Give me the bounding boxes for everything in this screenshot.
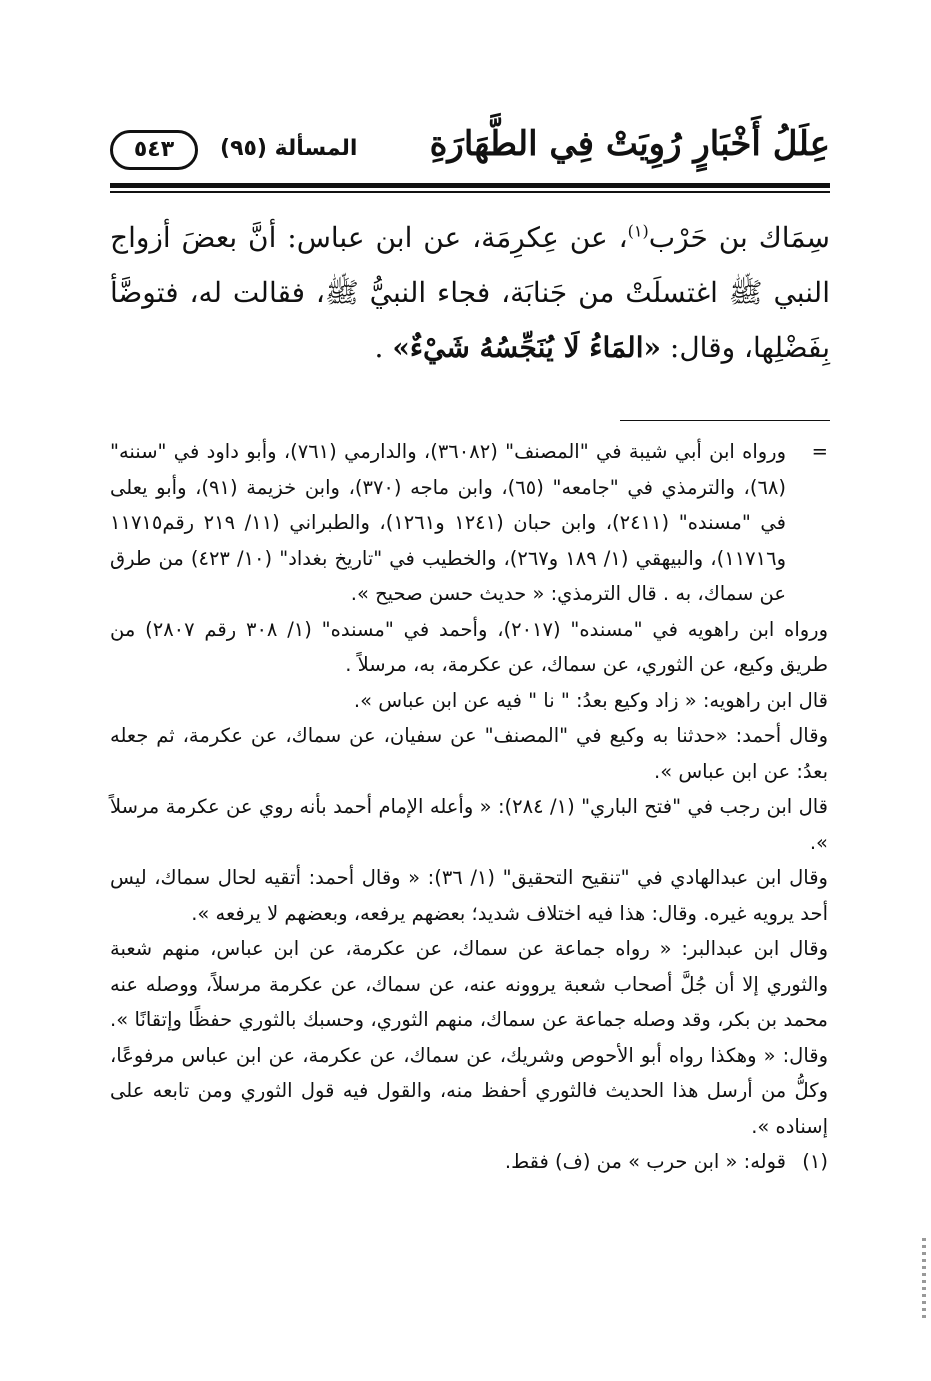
footnote-paragraph: وقال أحمد: «حدثنا به وكيع في "المصنف" عن سفيان، عن سماك، عن عكرمة، ثم جعله بعدُ: عن ابن عباس ». [110,724,828,783]
footnote-paragraph: وقال ابن عبدالبر: « رواه جماعة عن سماك، عن عكرمة، عن ابن عباس، منهم شعبة والثوري إلا أن جُلَّ أصحاب شعبة يروونه عنه، عن سماك، عن عكرمة مرسلاً، ووصله عنه محمد بن بكر، وقد وصله جماعة عن سماك، منهم الثوري، وحسبك بالثوري حفظًا وإتقانًا ». وقال: « وهكذا رواه أبو الأحوص وشريك، عن سماك، عن عكرمة، عن ابن عباس مرفوعًا، وكلُّ من أرسل هذا الحديث فالثوري أحفظ منه، والقول فيه قول الثوري ومن تابعه على إسناده ». [110,937,828,1138]
footnote-1-number: (١) [802,1150,828,1173]
footnote-1-text: قوله: « ابن حرب » من (ف) فقط. [504,1150,786,1173]
footnote-paragraph [110,434,828,612]
footnote-1 [110,1144,828,1180]
main-text-start: سِمَاك بن حَرْب [648,221,830,254]
footnote-paragraph: وقال ابن عبدالهادي في "تنقيح التحقيق" (١/ ٣٦): « وقال أحمد: أتقيه لحال سماك، ليس أحد يرويه غيره. وقال: هذا فيه اختلاف شديد؛ بعضهم يرفعه، وبعضهم لا يرفعه ». [110,866,828,925]
header-rule-thick [110,183,830,188]
scan-edge-artifact [922,1238,926,1318]
footnote-paragraph: ورواه ابن راهويه في "مسنده" (٢٠١٧)، وأحمد في "مسنده" (١/ ٣٠٨ رقم ٢٨٠٧) من طريق وكيع، عن الثوري، عن سماك، عن عكرمة، به، مرسلاً . [110,617,828,676]
footnote-paragraph-text: ورواه ابن أبي شيبة في "المصنف" (٣٦٠٨٢)، والدارمي (٧٦١)، وأبو داود في "سننه" (٦٨)، والترمذي في "جامعه" (٦٥)، وابن ماجه (٣٧٠)، وابن خزيمة (٩١)، وأبو يعلى في "مسنده" (٢٤١١)، وابن حبان (١٢٤١ و١٢٦١)، والطبراني (١١/ ٢١٩ رقم١١٧١٥ و١١٧١٦)، والبيهقي (١/ ١٨٩ و٢٦٧)، والخطيب في "تاريخ بغداد" (١٠/ ٤٢٣) من طرق عن سماك، به . قال الترمذي: « حديث حسن صحيح ». [110,440,787,605]
footnotes-section [110,434,828,1180]
main-text-body: ، عن عِكرِمَة، عن ابن عباس: أنَّ بعضَ أزواج النبي ﷺ اغتسلَتْ من جَنابَة، فجاء النبيُّ ﷺ، فقالت له، فتوضَّأ بِفَضْلِها، وقال: [110,221,830,364]
header-rule-thin [110,191,830,193]
masala-label: المسألة (٩٥) [220,136,358,161]
footnote-paragraph: قال ابن رجب في "فتح الباري" (١/ ٢٨٤): « وأعله الإمام أحمد بأنه روي عن عكرمة مرسلاً ». [110,795,828,854]
page-number-badge: ٥٤٣ [110,130,198,170]
continuation-mark: = [811,440,828,463]
main-text [110,210,830,375]
footnote-reference: (١) [627,221,649,241]
footnote-paragraph: قال ابن راهويه: « زاد وكيع بعدُ: " نا " فيه عن ابن عباس ». [353,688,828,712]
footnote-separator [620,420,830,421]
page-header [110,118,830,178]
book-title: عِلَلُ أَخْبَارٍ رُوِيَتْ فِي الطَّهَارَةِ [429,124,830,164]
main-text-end: . [374,331,393,364]
hadith-quote: «المَاءُ لَا يُنَجِّسُهُ شَيْءٌ» [392,331,661,364]
